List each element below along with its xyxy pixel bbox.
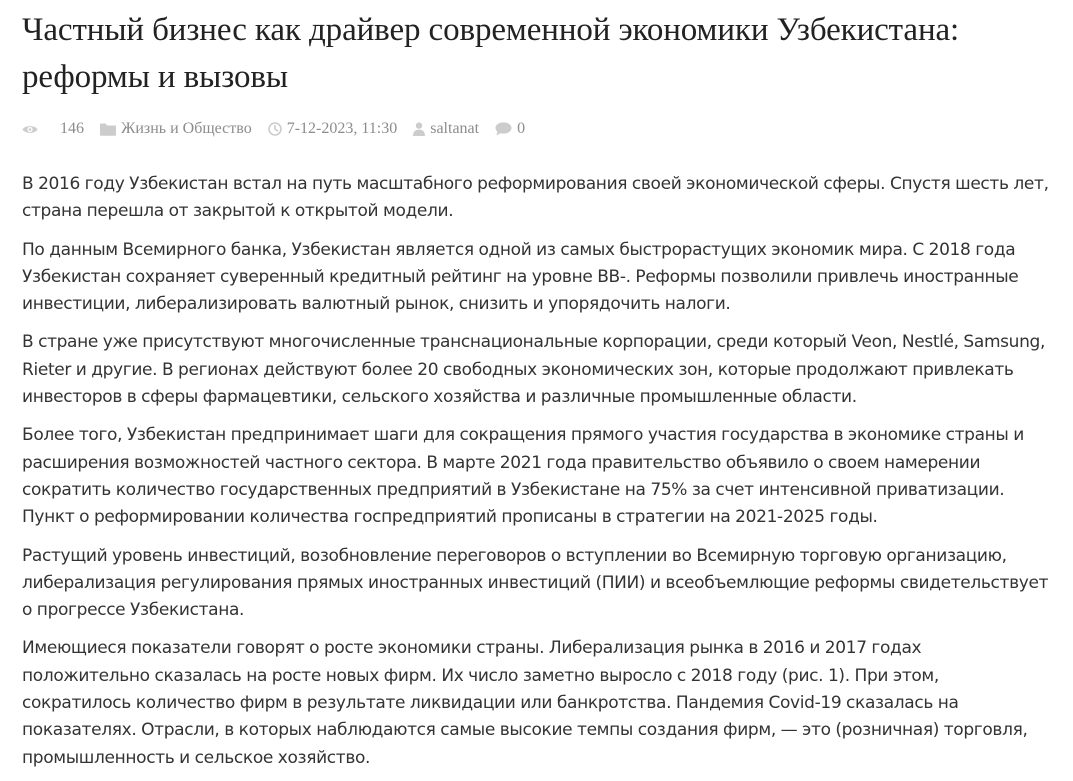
clock-icon xyxy=(268,122,282,136)
paragraph: Имеющиеся показатели говорят о росте экономики страны. Либерализация рынка в 2016 и 2017 годах положительно сказалась на росте новых фирм. Их число заметно выросло с 2018 году (рис. 1). При этом, сократилось количество фирм в результате ликвидации или банкротства. Пандемия Covid-19 сказалась на показателях. Отрасли, в которых наблюдаются самые высокие темпы создания фирм, — это (розничная) торговля, промышленность и сельское хозяйство. xyxy=(22,638,1028,768)
article-meta xyxy=(22,118,1049,140)
paragraph: Растущий уровень инвестиций, возобновление переговоров о вступлении во Всемирную торговую организацию, либерализация регулирования прямых иностранных инвестиций (ПИИ) и всеобъемлющие реформы свидетельствует о прогрессе Узбекистана. xyxy=(22,545,1049,621)
comments-link[interactable] xyxy=(495,120,525,138)
paragraph: По данным Всемирного банка, Узбекистан является одной из самых быстрорастущих экономик мира. С 2018 года Узбекистан сохраняет суверенный кредитный рейтинг на уровне BB-. Реформы позволили привлечь иностранные инвестиции, либерализировать валютный рынок, снизить и упорядочить налоги. xyxy=(22,239,1019,315)
paragraph: Более того, Узбекистан предпринимает шаги для сокращения прямого участия государства в экономике страны и расширения возможностей частного сектора. В марте 2021 года правительство объявило о своем намерении сократить количество государственных предприятий в Узбекистане на 75% за счет интенсивной приватизации. Пункт о реформировании количества госпредприятий прописаны в стратегии на 2021-2025 годы. xyxy=(22,425,1024,528)
folder-icon xyxy=(100,123,116,136)
paragraph: В 2016 году Узбекистан встал на путь масштабного реформирования своей экономической сферы. Спустя шесть лет, страна перешла от закрытой к открытой модели. xyxy=(22,174,1049,222)
views-count xyxy=(22,120,84,138)
category-link[interactable] xyxy=(100,120,252,138)
eye-icon xyxy=(22,124,38,135)
comment-icon xyxy=(495,122,512,136)
author-link[interactable] xyxy=(413,120,479,138)
date-value: 7-12-2023, 11:30 xyxy=(286,120,398,137)
author-name: saltanat xyxy=(430,120,480,137)
article-body xyxy=(22,171,1049,772)
user-icon xyxy=(413,122,425,136)
paragraph: В стране уже присутствуют многочисленные транснациональные корпорации, среди который Veon, Nestlé, Samsung, Rieter и другие. В регионах действуют более 20 свободных экономических зон, которые продолжают привлекать инвесторов в сферы фармацевтики, сельского хозяйства и различные промышленные области. xyxy=(22,332,1046,408)
publish-date xyxy=(268,120,398,138)
article-title: Частный бизнес как драйвер современной экономики Узбекистана: реформы и вызовы xyxy=(22,12,960,95)
views-value: 146 xyxy=(60,120,84,137)
category-label: Жизнь и Общество xyxy=(121,120,252,137)
comments-count: 0 xyxy=(517,120,526,137)
